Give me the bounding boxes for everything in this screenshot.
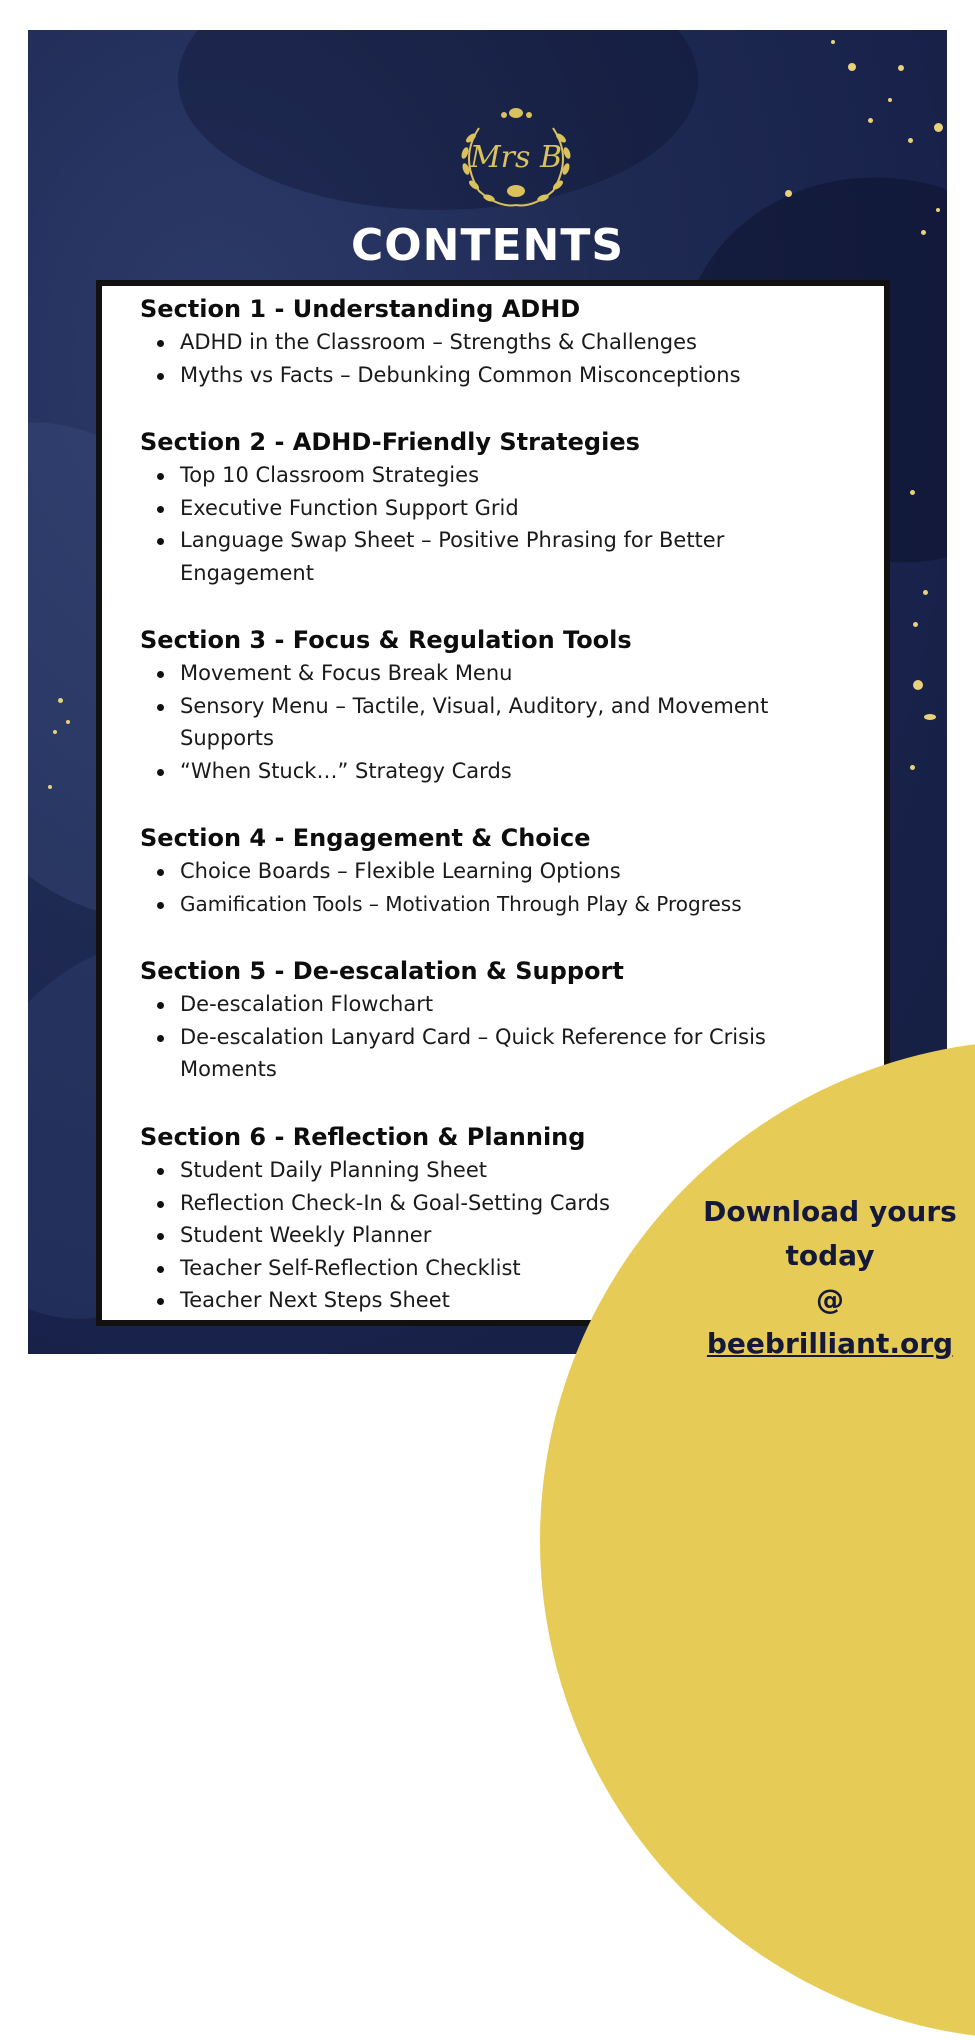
gold-speckle [48, 785, 52, 789]
section-heading: Section 3 - Focus & Regulation Tools [140, 626, 632, 654]
cta-line-2: today [785, 1239, 875, 1272]
gold-speckle [934, 123, 943, 132]
list-item: Gamification Tools – Motivation Through Play & Progress [180, 888, 880, 921]
gold-speckle [848, 63, 856, 71]
gold-speckle [913, 680, 923, 690]
gold-speckle [53, 730, 57, 734]
gold-speckle [913, 622, 918, 627]
list-item: De-escalation Flowchart [180, 988, 830, 1021]
website-link[interactable]: beebrilliant.org [706, 1327, 954, 1360]
list-item: Myths vs Facts – Debunking Common Misconceptions [180, 359, 741, 392]
gold-speckle [831, 40, 835, 44]
list-item: Sensory Menu – Tactile, Visual, Auditory, and Movement Supports [180, 690, 820, 755]
gold-speckle [936, 208, 940, 212]
gold-speckle [66, 720, 70, 724]
list-item: Teacher Self-Reflection Checklist [180, 1252, 610, 1285]
section-heading: Section 5 - De-escalation & Support [140, 957, 624, 985]
section-heading: Section 6 - Reflection & Planning [140, 1123, 586, 1151]
page-title: CONTENTS [350, 220, 625, 271]
list-item: De-escalation Lanyard Card – Quick Reference for Crisis Moments [180, 1021, 830, 1086]
list-item: Executive Function Support Grid [180, 492, 790, 525]
section-heading: Section 1 - Understanding ADHD [140, 295, 581, 323]
logo-text: Mrs B [469, 140, 563, 175]
gold-speckle [785, 190, 792, 197]
list-item: Top 10 Classroom Strategies [180, 459, 790, 492]
list-item: Student Daily Planning Sheet [180, 1154, 610, 1187]
gold-speckle [908, 138, 913, 143]
gold-speckle [924, 714, 936, 720]
mrs-b-logo [449, 103, 583, 213]
cta-at-symbol: @ [816, 1283, 844, 1316]
gold-speckle [868, 118, 873, 123]
gold-speckle [898, 65, 904, 71]
list-item: Language Swap Sheet – Positive Phrasing for Better Engagement [180, 524, 790, 589]
list-item: “When Stuck…” Strategy Cards [180, 755, 820, 788]
gold-speckle [910, 765, 915, 770]
list-item: Student Weekly Planner [180, 1219, 610, 1252]
background-swirl [178, 30, 698, 210]
list-item: Choice Boards – Flexible Learning Options [180, 855, 880, 888]
gold-speckle [923, 590, 928, 595]
list-item: Movement & Focus Break Menu [180, 657, 820, 690]
list-item: ADHD in the Classroom – Strengths & Challenges [180, 326, 741, 359]
list-item: Teacher Next Steps Sheet [180, 1284, 610, 1317]
section-6 [140, 1120, 610, 1317]
section-3 [140, 623, 820, 787]
section-4 [140, 821, 880, 920]
gold-speckle [58, 698, 63, 703]
section-2 [140, 425, 790, 589]
list-item: Reflection Check-In & Goal-Setting Cards [180, 1187, 610, 1220]
download-callout [680, 1190, 975, 1366]
section-1 [140, 292, 741, 391]
gold-speckle [888, 98, 892, 102]
cta-line-1: Download yours [703, 1195, 957, 1228]
section-heading: Section 2 - ADHD-Friendly Strategies [140, 428, 640, 456]
section-heading: Section 4 - Engagement & Choice [140, 824, 591, 852]
gold-speckle [910, 490, 915, 495]
section-5 [140, 954, 830, 1086]
